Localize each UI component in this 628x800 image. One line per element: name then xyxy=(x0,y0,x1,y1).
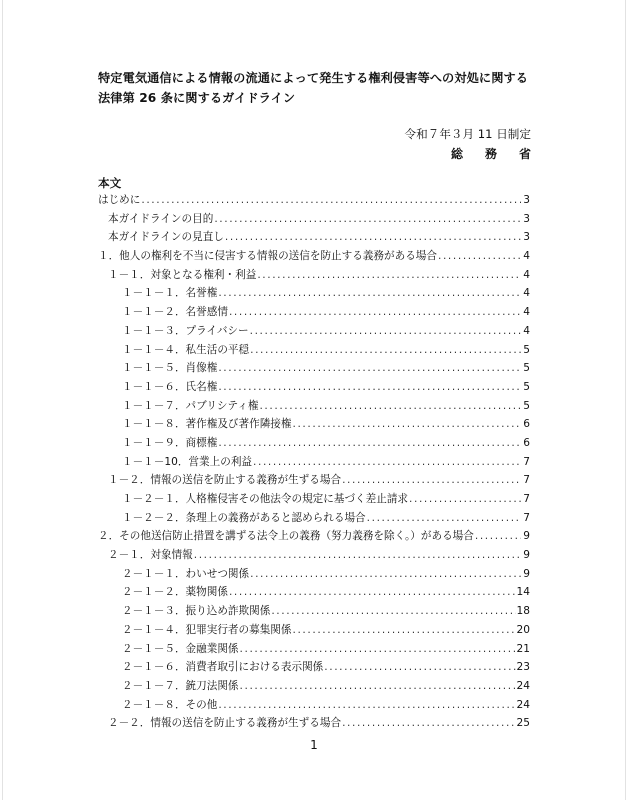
toc-leader-dots xyxy=(271,602,515,621)
toc-entry-page: 7 xyxy=(523,474,530,487)
toc-entry-page: 5 xyxy=(523,380,530,393)
toc-leader-dots xyxy=(293,621,516,640)
toc-entry[interactable] xyxy=(98,266,530,285)
toc-leader-dots xyxy=(141,191,521,210)
toc-entry-label: １－２－１．人格権侵害その他法令の規定に基づく差止請求 xyxy=(122,493,409,505)
toc-entry[interactable] xyxy=(98,191,530,210)
toc-leader-dots xyxy=(218,434,521,453)
toc-entry-page: 24 xyxy=(516,698,530,711)
toc-leader-dots xyxy=(259,397,521,416)
toc-entry-label: １－１－４．私生活の平穏 xyxy=(122,343,250,356)
toc-entry-label: １－１．対象となる権利・利益 xyxy=(108,268,257,281)
toc-leader-dots xyxy=(438,247,521,266)
toc-entry-label: １－１－３．プライバシー xyxy=(122,324,249,337)
document-title xyxy=(98,68,538,108)
toc-entry-page: 24 xyxy=(516,679,530,692)
toc-entry-page: 23 xyxy=(516,661,530,674)
toc-entry-page: 7 xyxy=(523,455,530,468)
toc-entry-label: １－１－10．営業上の利益 xyxy=(122,455,253,468)
toc-heading: 本文 xyxy=(98,176,122,190)
toc-entry[interactable] xyxy=(98,621,530,640)
toc-leader-dots xyxy=(214,210,521,229)
toc-entry-page: 4 xyxy=(523,306,530,319)
ministry-name: 総務省 xyxy=(450,147,553,161)
toc-entry[interactable] xyxy=(98,565,530,584)
toc-entry-label: １－２－２．条理上の義務があると認められる場合 xyxy=(122,511,366,524)
table-of-contents xyxy=(98,191,530,733)
toc-entry[interactable] xyxy=(98,284,530,303)
page-left-edge xyxy=(2,0,3,800)
enactment-date: 令和７年３月 11 日制定 xyxy=(404,127,531,141)
toc-entry-label: １－１－７．パブリシティ権 xyxy=(122,399,259,412)
toc-entry[interactable] xyxy=(98,453,530,472)
document-title-line-1: 特定電気通信による情報の流通によって発生する権利侵害等への対処に関する xyxy=(98,71,529,85)
toc-entry-label: １－１－６．氏名権 xyxy=(122,380,218,393)
toc-entry-label: １－１－５．肖像権 xyxy=(122,362,218,375)
toc-entry[interactable] xyxy=(98,228,530,247)
toc-entry[interactable] xyxy=(98,658,530,677)
toc-entry[interactable] xyxy=(98,583,530,602)
toc-leader-dots xyxy=(225,228,521,247)
toc-entry-page: 18 xyxy=(516,605,530,618)
toc-leader-dots xyxy=(218,359,521,378)
toc-leader-dots xyxy=(409,490,521,509)
toc-entry-page: 4 xyxy=(523,287,530,300)
toc-entry[interactable] xyxy=(98,434,530,453)
toc-entry-label: ２－１．対象情報 xyxy=(108,549,193,562)
toc-entry[interactable] xyxy=(98,546,530,565)
toc-entry-label: ２－２．情報の送信を防止する義務が生ずる場合 xyxy=(108,717,342,730)
toc-leader-dots xyxy=(218,696,515,715)
toc-leader-dots xyxy=(475,527,521,546)
toc-entry[interactable] xyxy=(98,640,530,659)
toc-entry[interactable] xyxy=(98,359,530,378)
toc-entry-page: 3 xyxy=(523,231,530,244)
document-meta xyxy=(404,124,553,164)
toc-entry-label: １．他人の権利を不当に侵害する情報の送信を防止する義務がある場合 xyxy=(98,250,437,263)
toc-entry[interactable] xyxy=(98,677,530,696)
document-title-line-2: 法律第 26 条に関するガイドライン xyxy=(98,91,296,105)
toc-entry-page: 9 xyxy=(523,567,530,580)
page-right-edge xyxy=(625,0,626,800)
toc-leader-dots xyxy=(324,658,515,677)
toc-entry-label: はじめに xyxy=(98,194,141,206)
toc-entry[interactable] xyxy=(98,322,530,341)
toc-entry-label: １－１－８．著作権及び著作隣接権 xyxy=(122,418,292,431)
toc-entry[interactable] xyxy=(98,602,530,621)
toc-entry[interactable] xyxy=(98,696,530,715)
toc-entry[interactable] xyxy=(98,490,530,509)
toc-entry-label: 本ガイドラインの目的 xyxy=(108,212,214,225)
toc-leader-dots xyxy=(342,714,515,733)
toc-leader-dots xyxy=(253,453,521,472)
toc-entry-label: ２－１－１．わいせつ関係 xyxy=(122,567,250,580)
toc-entry-label: ２－１－７．銃刀法関係 xyxy=(122,679,239,692)
toc-entry-page: 9 xyxy=(523,549,530,562)
toc-leader-dots xyxy=(250,322,521,341)
toc-entry-label: ２－１－５．金融業関係 xyxy=(122,642,239,655)
toc-entry-page: 25 xyxy=(516,717,530,730)
toc-entry-page: 5 xyxy=(523,362,530,375)
toc-entry-label: １－１－９．商標権 xyxy=(122,436,218,449)
toc-entry-label: ２－１－４．犯罪実行者の募集関係 xyxy=(122,623,292,636)
toc-entry[interactable] xyxy=(98,415,530,434)
toc-entry[interactable] xyxy=(98,397,530,416)
toc-entry-page: 6 xyxy=(523,418,530,431)
toc-entry-page: 9 xyxy=(523,530,530,543)
toc-entry-label: ２－１－２．薬物関係 xyxy=(122,586,228,599)
toc-leader-dots xyxy=(240,640,516,659)
toc-entry[interactable] xyxy=(98,378,530,397)
toc-entry-label: １－２．情報の送信を防止する義務が生ずる場合 xyxy=(108,474,342,487)
toc-leader-dots xyxy=(367,509,521,528)
toc-entry-page: 7 xyxy=(523,511,530,524)
toc-leader-dots xyxy=(342,471,521,490)
toc-entry-label: ２．その他送信防止措置を講ずる法令上の義務（努力義務を除く。）がある場合 xyxy=(98,530,474,543)
toc-entry[interactable] xyxy=(98,714,530,733)
toc-entry-page: 14 xyxy=(516,586,530,599)
toc-entry[interactable] xyxy=(98,509,530,528)
toc-entry-label: ２－１－６．消費者取引における表示関係 xyxy=(122,661,324,674)
toc-leader-dots xyxy=(293,415,522,434)
toc-entry[interactable] xyxy=(98,471,530,490)
toc-entry-page: 21 xyxy=(516,642,530,655)
toc-entry-page: 5 xyxy=(523,399,530,412)
toc-leader-dots xyxy=(257,266,521,285)
toc-entry-page: 6 xyxy=(523,436,530,449)
page-number: 1 xyxy=(310,738,318,752)
toc-entry-label: 本ガイドラインの見直し xyxy=(108,231,224,244)
toc-leader-dots xyxy=(240,677,516,696)
toc-leader-dots xyxy=(250,565,521,584)
toc-entry-page: 20 xyxy=(516,623,530,636)
toc-entry[interactable] xyxy=(98,210,530,229)
toc-entry-page: 4 xyxy=(523,250,530,263)
toc-entry-page: 3 xyxy=(523,212,530,225)
toc-entry-page: 4 xyxy=(523,324,530,337)
toc-entry-label: １－１－１．名誉権 xyxy=(122,287,218,300)
toc-entry[interactable] xyxy=(98,527,530,546)
toc-entry[interactable] xyxy=(98,303,530,322)
toc-entry-page: 7 xyxy=(523,493,530,505)
toc-entry-page: 3 xyxy=(523,194,530,206)
toc-entry[interactable] xyxy=(98,247,530,266)
toc-leader-dots xyxy=(194,546,521,565)
toc-entry-label: ２－１－３．振り込め詐欺関係 xyxy=(122,605,271,618)
toc-entry-label: ２－１－８．その他 xyxy=(122,698,218,711)
toc-leader-dots xyxy=(218,378,521,397)
toc-entry-label: １－１－２．名誉感情 xyxy=(122,306,228,319)
toc-entry-page: 4 xyxy=(523,268,530,281)
toc-leader-dots xyxy=(229,303,521,322)
toc-entry[interactable] xyxy=(98,341,530,360)
toc-leader-dots xyxy=(229,583,516,602)
toc-entry-page: 5 xyxy=(523,343,530,356)
toc-leader-dots xyxy=(218,284,521,303)
toc-leader-dots xyxy=(250,341,521,360)
